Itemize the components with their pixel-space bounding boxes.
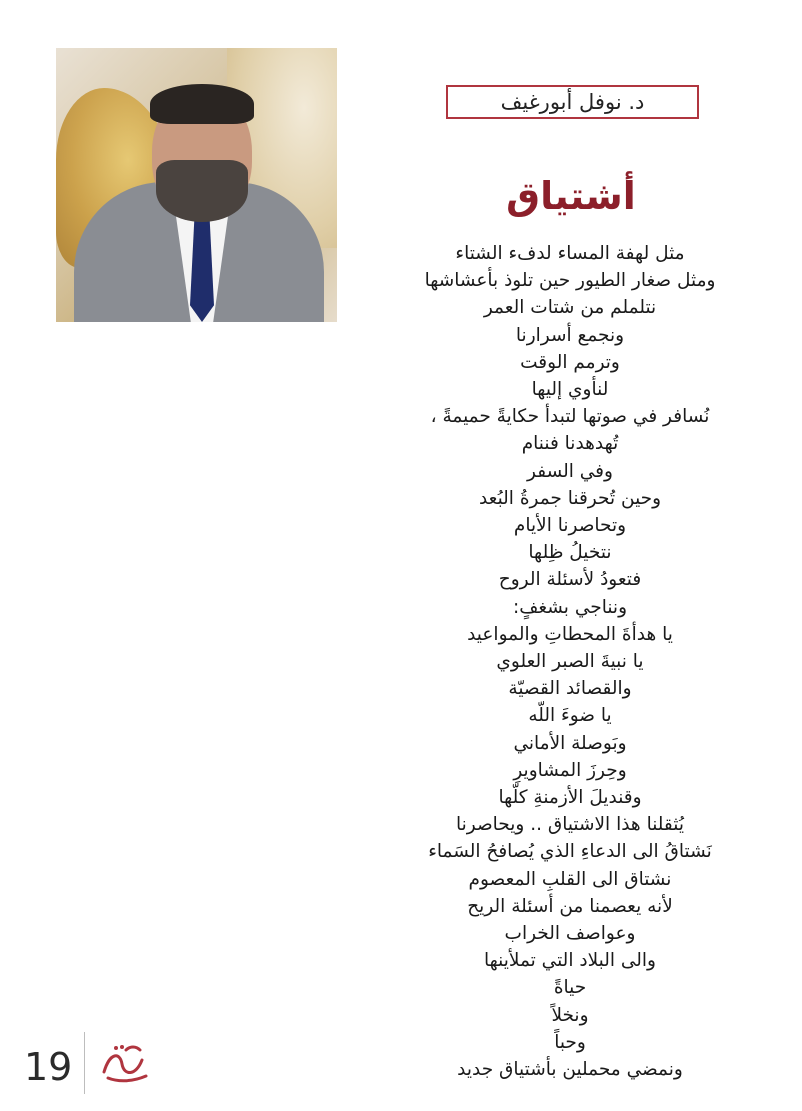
author-name: د. نوفل أبورغيف	[500, 90, 645, 114]
poem-line: حياةً	[553, 977, 587, 999]
poem-line: وعواصف الخراب	[504, 923, 636, 945]
page-number: 19	[24, 1045, 73, 1089]
magazine-logo	[96, 1042, 152, 1086]
poem-line: والقصائد القصيّة	[508, 678, 632, 700]
poem-line: ونجمع أسرارنا	[515, 324, 625, 346]
poem-line: مثل لهفة المساء لدفء الشتاء	[455, 243, 685, 264]
poem-line: نشتاق الى القلبِ المعصوم	[468, 868, 672, 890]
poem-line: ونخلاً	[551, 1004, 589, 1026]
poem-line: نتخيلُ ظِلها	[528, 542, 612, 564]
photo-hair	[150, 84, 254, 124]
poem-line: وترمم الوقت	[520, 351, 620, 373]
author-name-frame	[446, 85, 699, 119]
poem-line: تُهدهدنا فننام	[521, 433, 619, 455]
poem-line: وتحاصرنا الأيام	[513, 515, 627, 537]
author-photo	[56, 48, 337, 322]
poem-line: نُسافر في صوتها لتبدأ حكايةً حميمةً ،	[430, 406, 710, 428]
poem-line: يُثقلنا هذا الاشتياق .. ويحاصرنا	[455, 814, 685, 836]
poem-line: يا نبيةَ الصبر العلوي	[496, 651, 644, 673]
poem-line: لأنه يعصمنا من أسئلة الريح	[467, 895, 673, 917]
poem-line: ومثل صغار الطيور حين تلوذ بأعشاشها	[424, 270, 716, 292]
poem-line: وحِرزَ المشاويرِ	[513, 759, 627, 781]
poem-line: وحباً	[554, 1031, 586, 1053]
poem-line: نتلملم من شتات العمر	[483, 297, 657, 319]
poem-line: وبَوصلة الأماني	[513, 732, 627, 754]
poem-line: ونناجي بشغفٍ:	[513, 596, 627, 618]
poem-title: أشتياق	[506, 174, 636, 218]
poem-line: وحين تُحرقنا جمرةُ البُعد	[478, 487, 662, 509]
poem-line: وقنديلَ الأزمنةِ كلّها	[498, 787, 642, 809]
poem-line: نَشتاقُ الى الدعاءِ الذي يُصافحُ السَماء	[428, 841, 712, 863]
poem-line: يا هدأةَ المحطاتِ والمواعيد	[467, 623, 673, 645]
poem-line: فتعودُ لأسئلة الروح	[498, 569, 642, 591]
poem-line: وفي السفر	[527, 460, 613, 482]
poem-line: والى البلاد التي تملأينها	[484, 950, 656, 972]
poem-line: يا ضوءَ اللّه	[528, 705, 612, 727]
poem-line: ونمضي محملين بأشتياق جديد	[457, 1059, 683, 1081]
footer-separator	[84, 1032, 85, 1094]
photo-beard	[156, 160, 248, 222]
poem-body	[390, 240, 750, 1081]
poem-line: لنأوي إليها	[531, 379, 609, 401]
